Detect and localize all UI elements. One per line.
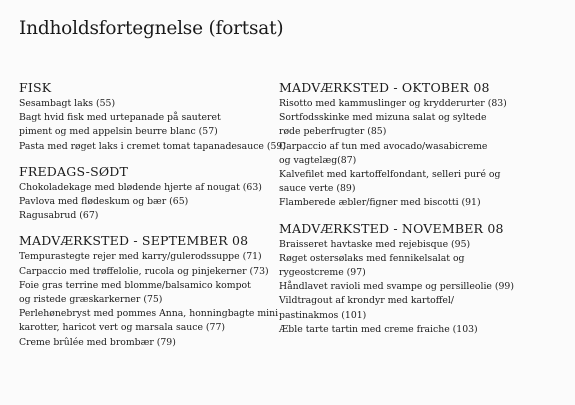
toc-entry bbox=[279, 97, 519, 111]
toc-entry bbox=[19, 250, 269, 264]
section-madvaerksted-november-08 bbox=[279, 221, 519, 337]
entry-list bbox=[19, 181, 269, 224]
toc-entry bbox=[279, 294, 519, 322]
toc-entry-line: Braisseret havtaske med rejebisque (95) bbox=[279, 238, 471, 250]
toc-entry bbox=[19, 307, 279, 335]
right-column bbox=[279, 80, 519, 347]
entry-list bbox=[279, 238, 519, 337]
toc-entry-line: Sesambagt laks (55) bbox=[19, 98, 116, 109]
toc-entry-line: Pavlova med flødeskum og bær (65) bbox=[19, 196, 189, 208]
toc-entry bbox=[279, 140, 519, 168]
toc-entry bbox=[279, 168, 519, 196]
toc-entry bbox=[19, 336, 269, 350]
toc-entry-line: Carpaccio med trøffelolie, rucola og pinjekerner (73) bbox=[19, 265, 269, 277]
toc-entry-line: Bagt hvid fisk med urtepanade på sauteret bbox=[19, 112, 221, 124]
toc-entry-line: piment og med appelsin beurre blanc (57) bbox=[19, 126, 218, 138]
toc-entry-line: Røget ostersølaks med fennikelsalat og bbox=[279, 252, 465, 264]
section-heading: FREDAGS-SØDT bbox=[19, 163, 129, 179]
toc-entry-line: Perlehønebryst med pommes Anna, honningbagte mini bbox=[19, 308, 279, 320]
toc-entry-line: Flamberede æbler/figner med biscotti (91) bbox=[279, 197, 481, 209]
toc-entry bbox=[19, 209, 269, 223]
toc-entry-line: Håndlavet ravioli med svampe og persilleolie (99) bbox=[279, 281, 514, 293]
toc-entry-line: Vildtragout af krondyr med kartoffel/ bbox=[279, 295, 454, 307]
section-heading: FISK bbox=[19, 80, 52, 95]
toc-entry bbox=[279, 238, 519, 252]
section-fisk bbox=[19, 80, 286, 154]
toc-entry-line: rygeostcreme (97) bbox=[279, 267, 366, 279]
toc-entry-line: karotter, haricot vert og marsala sauce (77) bbox=[19, 322, 225, 334]
toc-entry bbox=[19, 181, 269, 195]
toc-entry bbox=[279, 323, 519, 337]
toc-entry bbox=[19, 97, 269, 111]
toc-entry-line: og vagtelæg(87) bbox=[279, 154, 357, 166]
toc-entry bbox=[19, 111, 269, 139]
toc-entry-line: Tempurastegte rejer med karry/gulerodssuppe (71) bbox=[19, 251, 262, 263]
toc-entry bbox=[279, 280, 519, 294]
left-column bbox=[19, 80, 286, 360]
toc-entry-line: Creme brûlée med brombær (79) bbox=[19, 336, 176, 348]
toc-entry-line: Risotto med kammuslinger og krydderurter (83) bbox=[279, 98, 507, 109]
toc-entry bbox=[279, 111, 519, 139]
toc-entry-line: Æble tarte tartin med creme fraiche (103) bbox=[279, 323, 478, 335]
section-madvaerksted-oktober-08 bbox=[279, 80, 519, 211]
toc-entry-line: Kalvefilet med kartoffelfondant, selleri puré og bbox=[279, 169, 501, 181]
section-madvaerksted-september-08 bbox=[19, 233, 279, 349]
toc-entry-line: pastinakmos (101) bbox=[279, 309, 367, 321]
toc-entry-line: og ristede græskarkerner (75) bbox=[19, 294, 163, 306]
section-heading: MADVÆRKSTED - NOVEMBER 08 bbox=[279, 220, 504, 236]
toc-entry-line: Pasta med røget laks i cremet tomat tapanadesauce (59) bbox=[19, 140, 286, 152]
toc-entry bbox=[19, 265, 269, 279]
toc-entry bbox=[19, 140, 286, 154]
entry-list bbox=[19, 250, 279, 349]
toc-entry-line: Foie gras terrine med blomme/balsamico kompot bbox=[19, 279, 251, 291]
toc-entry bbox=[19, 195, 269, 209]
toc-entry bbox=[279, 196, 519, 210]
toc-entry-line: Carpaccio af tun med avocado/wasabicreme bbox=[279, 140, 488, 152]
toc-entry-line: røde peberfrugter (85) bbox=[279, 126, 387, 138]
toc-entry-line: Sortfodsskinke med mizuna salat og syltede bbox=[279, 112, 487, 124]
toc-entry bbox=[279, 252, 519, 280]
toc-entry bbox=[19, 279, 269, 307]
page-title: Indholdsfortegnelse (fortsat) bbox=[19, 18, 284, 39]
entry-list bbox=[19, 97, 286, 154]
section-fredags-sodt bbox=[19, 164, 269, 224]
section-heading: MADVÆRKSTED - SEPTEMBER 08 bbox=[19, 233, 249, 249]
entry-list bbox=[279, 97, 519, 211]
section-heading: MADVÆRKSTED - OKTOBER 08 bbox=[279, 80, 490, 95]
toc-entry-line: Ragusabrud (67) bbox=[19, 210, 99, 222]
toc-entry-line: sauce verte (89) bbox=[279, 183, 356, 195]
toc-entry-line: Chokoladekage med blødende hjerte af nougat (63) bbox=[19, 181, 262, 193]
